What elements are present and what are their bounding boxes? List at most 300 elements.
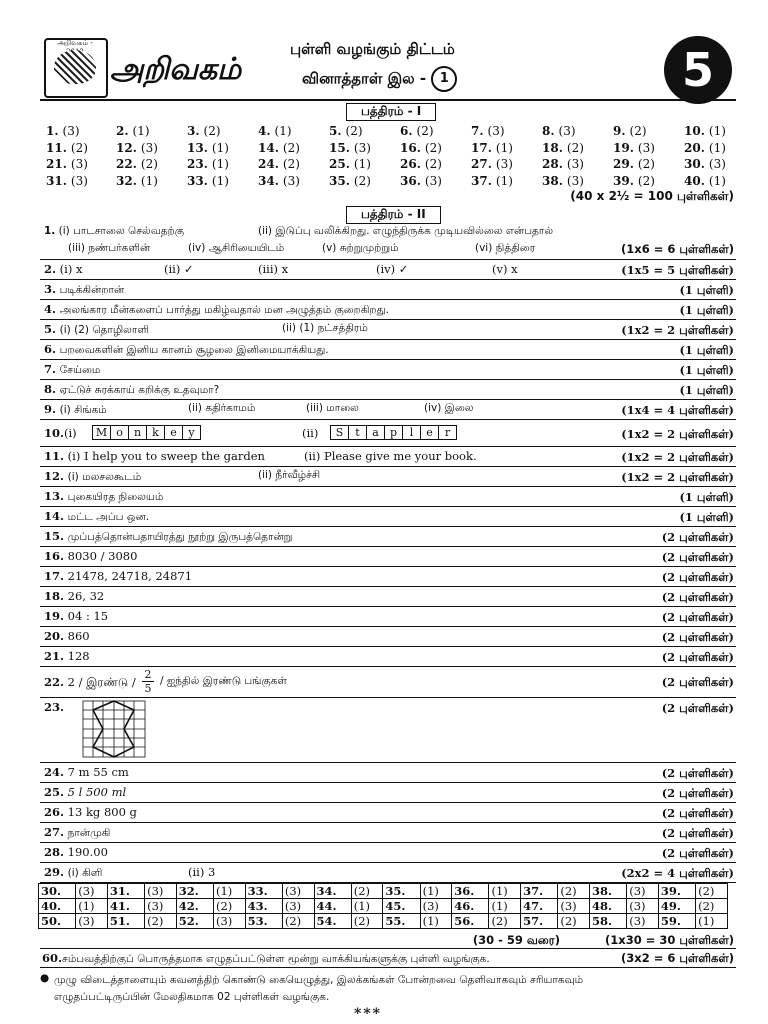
- answer-text: 26, 32: [67, 589, 105, 603]
- q-number: 39.: [613, 173, 634, 188]
- ans-iii: (iii) மாலை: [306, 402, 359, 414]
- answer-cell: [400, 157, 442, 171]
- q-number: 31.: [46, 173, 67, 188]
- answer-choice: (3): [627, 914, 659, 929]
- q-number: 35.: [329, 173, 350, 188]
- q-number: 49.: [658, 899, 695, 914]
- q-number: 1.: [46, 124, 59, 138]
- q-number: 57.: [521, 914, 558, 929]
- marks: (1 புள்ளி): [679, 363, 734, 377]
- marks: (1 புள்ளி): [679, 303, 734, 317]
- q-number: 2.: [116, 124, 129, 138]
- ans-i: (i) மலசலகூடம்: [67, 471, 142, 483]
- answer-choice: (1): [495, 140, 513, 155]
- answer-choice: (2): [558, 914, 590, 929]
- answer-choice: (2): [70, 140, 88, 155]
- q-number: 28.: [542, 157, 563, 171]
- answer-choice: (2): [637, 157, 655, 171]
- answer-choice: (2): [282, 140, 300, 155]
- q-number: 42.: [176, 899, 213, 914]
- q-number: 5.: [44, 322, 57, 336]
- q-number: 6.: [44, 342, 57, 356]
- logo-top-text: அறிவகம் -: [57, 39, 93, 47]
- answer-choice: (2): [203, 124, 221, 138]
- answer-cell: [46, 141, 88, 155]
- fraction-numerator: 2: [142, 668, 154, 682]
- q-number: 8.: [44, 382, 57, 396]
- answer-choice: (1): [211, 173, 229, 188]
- answer-choice: (1): [495, 173, 513, 188]
- answer-cell: [187, 157, 229, 171]
- answer-row-24: [40, 763, 736, 783]
- answer-row: [46, 124, 736, 141]
- marks: (2 புள்ளிகள்): [661, 530, 734, 544]
- answer-text: புகையிரத நிலையம்: [67, 491, 164, 503]
- answer-choice: (2): [489, 914, 521, 929]
- marks: (2 புள்ளிகள்): [661, 610, 734, 624]
- q-number: 34.: [258, 173, 279, 188]
- answer-choice: (2): [282, 914, 314, 929]
- answer-choice: (3): [76, 914, 108, 929]
- letter-box: e: [420, 425, 439, 440]
- answer-cell: [684, 174, 726, 188]
- answer-choice: (1): [351, 899, 383, 914]
- ans-i: (i) I help you to sweep the garden: [67, 449, 265, 463]
- q-number: 51.: [107, 914, 144, 929]
- q-number: 20.: [44, 629, 65, 643]
- answer-choice: (2): [145, 914, 177, 929]
- letter-box: a: [366, 425, 385, 440]
- letter-box: r: [438, 425, 457, 440]
- answer-row-3: [40, 280, 736, 300]
- answer-cell: [187, 124, 221, 138]
- marking-note: [40, 972, 740, 1006]
- title-line-2: [302, 66, 457, 92]
- answer-cell: [613, 124, 647, 138]
- ans-ii: (ii) ✓: [164, 262, 194, 276]
- answer-choice: (3): [353, 140, 371, 155]
- answer-cell: [258, 157, 300, 171]
- answer-row-4: [40, 300, 736, 320]
- answer-row-25: [40, 783, 736, 803]
- q-number: 27.: [471, 157, 492, 171]
- q-number: 29.: [44, 865, 65, 879]
- q-number: 38.: [590, 884, 627, 899]
- answer-row-7: [40, 360, 736, 380]
- marks: (2 புள்ளிகள்): [661, 826, 734, 840]
- letter-box: k: [146, 425, 165, 440]
- answer-cell: [684, 124, 726, 138]
- answer-choice: (1): [213, 884, 245, 899]
- answer-cell: [258, 141, 300, 155]
- answer-cell: [116, 141, 158, 155]
- answer-cell: [329, 174, 371, 188]
- q-number: 30.: [39, 884, 76, 899]
- answer-cell: [684, 157, 726, 171]
- answer-row-23: [40, 698, 736, 763]
- answer-choice: (3): [145, 884, 177, 899]
- q-number: 54.: [314, 914, 351, 929]
- q-number: 15.: [329, 140, 350, 155]
- marks: (2 புள்ளிகள்): [661, 630, 734, 644]
- answer-cell: [613, 174, 655, 188]
- answer-choice: (2): [351, 884, 383, 899]
- q-number: 7.: [471, 124, 484, 138]
- answer-row-5: [40, 320, 736, 340]
- table-row: [39, 914, 728, 929]
- title-line-1: புள்ளி வழங்கும் திட்டம்: [290, 40, 455, 58]
- q-number: 24.: [44, 765, 65, 779]
- divider: [40, 99, 736, 101]
- marks: (1 புள்ளி): [679, 343, 734, 357]
- grade-badge: 5: [664, 36, 732, 104]
- q-number: 45.: [383, 899, 420, 914]
- answer-text: 190.00: [67, 845, 108, 859]
- answer-choice: (2): [696, 884, 728, 899]
- answer-choice: (2): [424, 157, 442, 171]
- answer-row-28: [40, 843, 736, 863]
- answer-choice: (2): [353, 173, 371, 188]
- letter-box: t: [348, 425, 367, 440]
- ans-ii: (ii) (1) நட்சத்திரம்: [282, 322, 368, 334]
- q-number: 10.: [684, 124, 705, 138]
- marks: (3x2 = 6 புள்ளிகள்): [621, 951, 734, 965]
- marks: (2 புள்ளிகள்): [661, 590, 734, 604]
- answer-row-15: [40, 527, 736, 547]
- ans-ii: (ii) 3: [188, 865, 216, 879]
- logo: [44, 38, 108, 98]
- answer-cell: [116, 157, 158, 171]
- q-number: 43.: [245, 899, 282, 914]
- q-number: 28.: [44, 845, 65, 859]
- answer-choice: (2): [140, 157, 158, 171]
- answer-row-2: [40, 260, 736, 280]
- marks: (2 புள்ளிகள்): [661, 846, 734, 860]
- q-number: 14.: [258, 140, 279, 155]
- answer-cell: [116, 174, 158, 188]
- marks: (1x4 = 4 புள்ளிகள்): [621, 403, 734, 417]
- q-number: 48.: [590, 899, 627, 914]
- letter-box: l: [402, 425, 421, 440]
- q-number: 29.: [613, 157, 634, 171]
- q-number: 3.: [187, 124, 200, 138]
- answer-choice: (1): [140, 173, 158, 188]
- q-number: 33.: [187, 173, 208, 188]
- answer-cell: [684, 141, 726, 155]
- q-number: 38.: [542, 173, 563, 188]
- answer-text: மட்ட அப்ப ஒன.: [67, 511, 150, 523]
- q-number: 13.: [44, 489, 65, 503]
- footer-stars: ***: [354, 1006, 382, 1022]
- q-number: 56.: [452, 914, 489, 929]
- q-number: 14.: [44, 509, 65, 523]
- answer-choice: (1): [708, 173, 726, 188]
- ans-i: (i) (2) தொழிலாளி: [59, 324, 149, 336]
- ans-prefix: 2 / இரண்டு /: [67, 675, 136, 689]
- answer-choice: (1): [708, 140, 726, 155]
- letter-box: M: [92, 425, 111, 440]
- answer-row-1: [40, 223, 736, 260]
- letter-box: p: [384, 425, 403, 440]
- answer-row-13: [40, 487, 736, 507]
- marks: (1 புள்ளி): [679, 510, 734, 524]
- q-number: 16.: [400, 140, 421, 155]
- ans-iii: (iii) நண்பர்களின்: [68, 242, 151, 254]
- q-number: 15.: [44, 529, 65, 543]
- q-number: 20.: [684, 140, 705, 155]
- answer-choice: (3): [140, 140, 158, 155]
- marks: (1x2 = 2 புள்ளிகள்): [621, 470, 734, 484]
- answer-text: 5 l 500 ml: [67, 785, 127, 799]
- q-number: 59.: [658, 914, 695, 929]
- ans-i: (i) கிளி: [67, 867, 103, 879]
- q-number: 12.: [44, 469, 65, 483]
- q-number: 40.: [684, 173, 705, 188]
- ans-i: (i) சிங்கம்: [59, 404, 107, 416]
- q-number: 19.: [613, 140, 634, 155]
- bullet-icon: ●: [40, 972, 50, 984]
- q-number: 10.: [44, 426, 65, 440]
- answer-cell: [400, 124, 434, 138]
- grid2-summary: [40, 931, 736, 949]
- answer-cell: [542, 124, 576, 138]
- answer-cell: [542, 141, 584, 155]
- ans-ii: (ii) இடுப்பு வலிக்கிறது. எழுந்திருக்க முடியவில்லை என்பதால்: [258, 225, 554, 237]
- q-number: 9.: [613, 124, 626, 138]
- answer-row-21: [40, 647, 736, 667]
- q-number: 2.: [44, 262, 57, 276]
- q-number: 8.: [542, 124, 555, 138]
- answer-cell: [542, 174, 584, 188]
- ans-iii: (iii) x: [258, 262, 289, 276]
- paper-number: 1: [431, 66, 457, 92]
- answer-row-19: [40, 607, 736, 627]
- q-number: 26.: [44, 805, 65, 819]
- marks: (2 புள்ளிகள்): [661, 650, 734, 664]
- marks: (2 புள்ளிகள்): [661, 550, 734, 564]
- letter-box: S: [330, 425, 349, 440]
- answer-choice: (1): [76, 899, 108, 914]
- answer-choice: (1): [211, 157, 229, 171]
- q-number: 3.: [44, 282, 57, 296]
- answer-choice: (2): [424, 140, 442, 155]
- q-number: 41.: [107, 899, 144, 914]
- answer-choice: (1): [274, 124, 292, 138]
- answer-row-60: [40, 949, 736, 968]
- q-number: 37.: [471, 173, 492, 188]
- answer-row-8: [40, 380, 736, 400]
- answer-choice: (2): [351, 914, 383, 929]
- ans-ii: (ii) நீர்வீழ்ச்சி: [258, 469, 321, 481]
- answer-text: சம்பவத்திற்குப் பொருத்தமாக எழுதப்பட்டுள்ள மூன்று வாக்கியங்களுக்கு புள்ளி வழங்குக.: [62, 953, 490, 965]
- q-number: 40.: [39, 899, 76, 914]
- q-number: 25.: [44, 785, 65, 799]
- ans-suffix: / ஐந்தில் இரண்டு பங்குகள்: [160, 675, 287, 687]
- marks: (2 புள்ளிகள்): [661, 675, 734, 689]
- answer-choice: (1): [489, 899, 521, 914]
- answer-cell: [258, 174, 300, 188]
- q-number: 22.: [116, 157, 137, 171]
- answer-choice: (3): [70, 173, 88, 188]
- q-number: 32.: [176, 884, 213, 899]
- q-number: 31.: [107, 884, 144, 899]
- q-number: 19.: [44, 609, 65, 623]
- marks: (1x2 = 2 புள்ளிகள்): [621, 427, 734, 441]
- q-number: 27.: [44, 825, 65, 839]
- ans-i: (i) பாடசாலை செல்வதற்கு: [58, 225, 185, 237]
- letter-box: y: [182, 425, 201, 440]
- answer-choice: (3): [62, 124, 80, 138]
- grid2-range: (30 - 59 வரை): [472, 933, 560, 947]
- table-row: [39, 884, 728, 899]
- answer-text: சேய்மை: [59, 364, 101, 376]
- logo-wordmark: அறிவகம்: [110, 52, 242, 87]
- answer-cell: [471, 157, 513, 171]
- answer-cell: [46, 157, 88, 171]
- marks: (1x6 = 6 புள்ளிகள்): [621, 242, 734, 256]
- answer-choice: (2): [345, 124, 363, 138]
- answer-choice: (3): [420, 899, 452, 914]
- answers-30-59: [38, 883, 728, 929]
- marks: (1 புள்ளி): [679, 383, 734, 397]
- answer-choice: (2): [213, 899, 245, 914]
- q-number: 16.: [44, 549, 65, 563]
- answer-choice: (3): [282, 173, 300, 188]
- q-number: 9.: [44, 402, 57, 416]
- answer-row-29: [40, 863, 736, 883]
- answer-choice: (3): [424, 173, 442, 188]
- answer-choice: (3): [495, 157, 513, 171]
- answer-row-18: [40, 587, 736, 607]
- answer-row: [46, 141, 736, 158]
- q-number: 53.: [245, 914, 282, 929]
- answer-row-11: [40, 447, 736, 467]
- q-number: 6.: [400, 124, 413, 138]
- letter-box: o: [110, 425, 129, 440]
- q-number: 34.: [314, 884, 351, 899]
- answer-text: பறவைகளின் இனிய கானம் சூழலை இனிமையாக்கியது.: [59, 344, 329, 356]
- answer-row-6: [40, 340, 736, 360]
- answer-choice: (2): [629, 124, 647, 138]
- ans-v: (v) சுற்றுமுற்றும்: [322, 242, 399, 254]
- answer-choice: (3): [145, 899, 177, 914]
- answer-row-17: [40, 567, 736, 587]
- ans-ii-label: (ii): [302, 426, 319, 440]
- answer-choice: (3): [76, 884, 108, 899]
- paper-label: வினாத்தாள் இல -: [302, 69, 427, 88]
- answer-cell: [46, 124, 80, 138]
- part2-label: பத்திரம் - II: [346, 206, 441, 224]
- answer-choice: (1): [420, 914, 452, 929]
- letter-boxes-ii: [330, 425, 456, 440]
- table-row: [39, 899, 728, 914]
- answer-row-12: [40, 467, 736, 487]
- fraction: [142, 668, 154, 695]
- answer-cell: [471, 124, 505, 138]
- q-number: 17.: [471, 140, 492, 155]
- answer-cell: [400, 174, 442, 188]
- marks: (2 புள்ளிகள்): [661, 701, 734, 715]
- answer-row-22: [40, 667, 736, 698]
- answer-cell: [542, 157, 584, 171]
- answer-row: [46, 174, 736, 191]
- q-number: 25.: [329, 157, 350, 171]
- q-number: 7.: [44, 362, 57, 376]
- answer-cell: [46, 174, 88, 188]
- answer-choice: (3): [558, 899, 590, 914]
- answer-text: முப்பத்தொன்பதாயிரத்து நூற்று இருபத்தொன்று: [67, 531, 293, 543]
- q-number: 11.: [44, 449, 65, 463]
- answer-choice: (1): [708, 124, 726, 138]
- q-number: 4.: [44, 302, 57, 316]
- answer-cell: [613, 141, 655, 155]
- letter-boxes-i: [92, 425, 200, 440]
- ans-ii: (ii) கதிர்காமம்: [188, 402, 256, 414]
- answer-choice: (3): [637, 140, 655, 155]
- answer-text: 04 : 15: [67, 609, 109, 623]
- answer-choice: (3): [282, 899, 314, 914]
- answer-choice: (3): [213, 914, 245, 929]
- answer-text: 860: [67, 629, 90, 643]
- q-number: 17.: [44, 569, 65, 583]
- answer-cell: [471, 141, 513, 155]
- q-number: 55.: [383, 914, 420, 929]
- q-number: 5.: [329, 124, 342, 138]
- marks: (2 புள்ளிகள்): [661, 570, 734, 584]
- answer-choice: (3): [627, 884, 659, 899]
- answer-cell: [400, 141, 442, 155]
- marks: (1 புள்ளி): [679, 283, 734, 297]
- q-number: 23.: [44, 700, 65, 714]
- answer-cell: [187, 141, 229, 155]
- answer-choice: (1): [132, 124, 150, 138]
- answer-choice: (3): [627, 899, 659, 914]
- answer-choice: (1): [353, 157, 371, 171]
- note-line-2: எழுதப்பட்டிருப்பின் மேலதிகமாக 02 புள்ளிகள் வழங்குக.: [54, 991, 330, 1003]
- answer-choice: (1): [420, 884, 452, 899]
- q-number: 37.: [521, 884, 558, 899]
- marks: (2 புள்ளிகள்): [661, 806, 734, 820]
- answer-choice: (3): [566, 173, 584, 188]
- answer-row-9: [40, 400, 736, 420]
- fraction-denominator: 5: [144, 682, 152, 695]
- grid-drawing: [82, 700, 146, 758]
- ans-iv: (iv) இலை: [424, 402, 474, 414]
- part2-list: [40, 223, 736, 883]
- answer-text: 21478, 24718, 24871: [67, 569, 193, 583]
- part1-total: (40 x 2½ = 100 புள்ளிகள்): [570, 189, 734, 203]
- answer-text: 7 m 55 cm: [67, 765, 129, 779]
- q-number: 50.: [39, 914, 76, 929]
- answer-choice: (3): [708, 157, 726, 171]
- answer-text: நான்முகி: [67, 827, 111, 839]
- answer-choice: (2): [282, 157, 300, 171]
- q-number: 36.: [452, 884, 489, 899]
- q-number: 4.: [258, 124, 271, 138]
- answer-choice: (2): [416, 124, 434, 138]
- q-number: 21.: [46, 157, 67, 171]
- q-number: 46.: [452, 899, 489, 914]
- q-number: 47.: [521, 899, 558, 914]
- answer-cell: [613, 157, 655, 171]
- answer-choice: (1): [696, 914, 728, 929]
- q-number: 33.: [245, 884, 282, 899]
- answer-choice: (2): [566, 140, 584, 155]
- answer-text: ஏட்டுச் சுரக்காய் கறிக்கு உதவுமா?: [59, 384, 220, 396]
- answer-row-16: [40, 547, 736, 567]
- q-number: 44.: [314, 899, 351, 914]
- answer-text: படிக்கின்றான்: [59, 284, 125, 296]
